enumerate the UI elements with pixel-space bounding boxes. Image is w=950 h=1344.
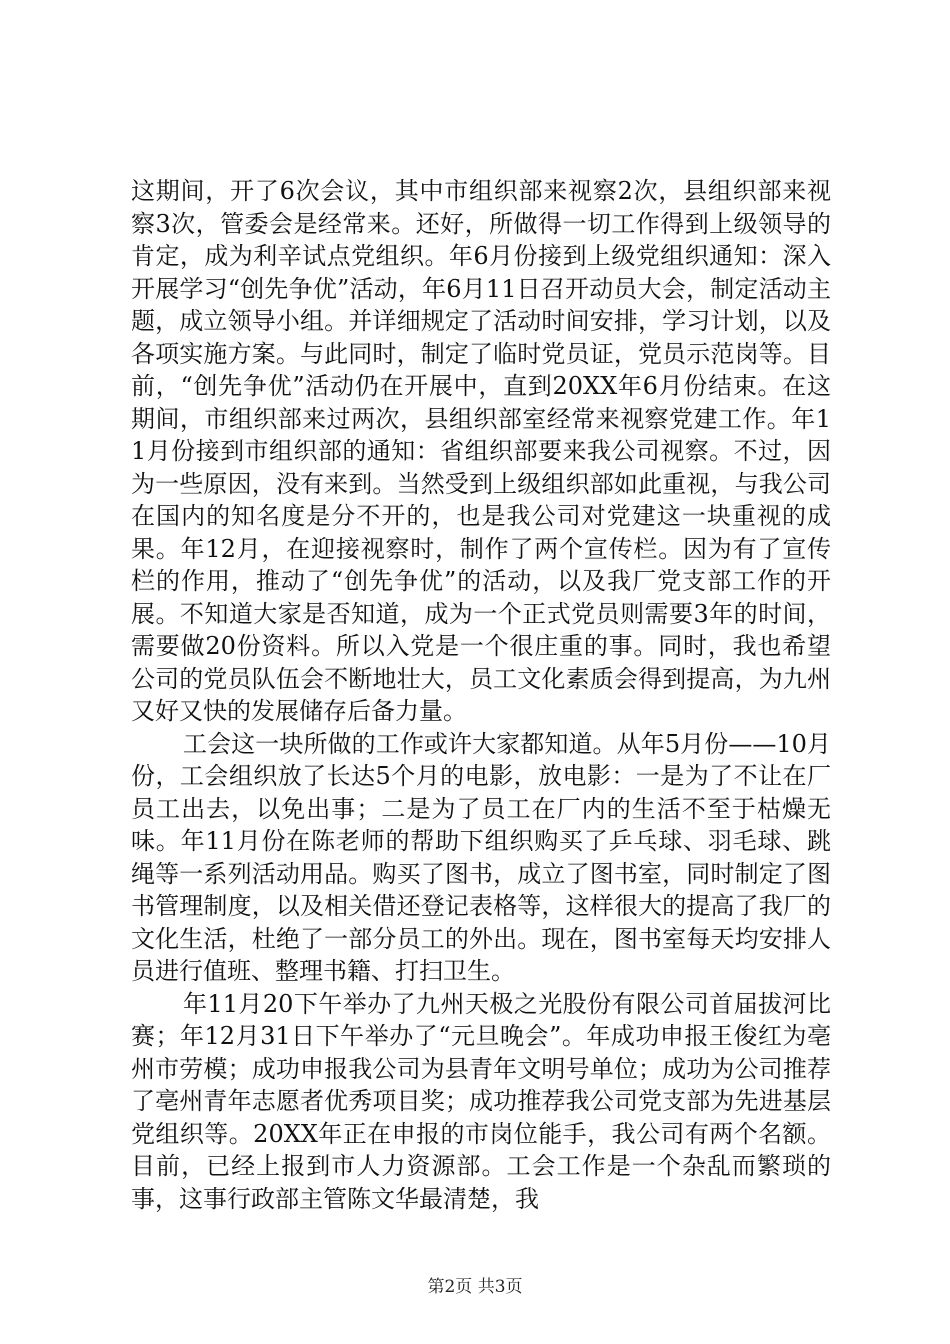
paragraph-union-work: 工会这一块所做的工作或许大家都知道。从年5月份——10月份，工会组织放了长达5个月的电影，放电影：一是为了不让在厂员工出去，以免出事；二是为了员工在厂内的生活不至于枯燥无味。年11月份在陈老师的帮助下组织购买了乒乓球、羽毛球、跳绳等一系列活动用品。购买了图书，成立了图书室，同时制定了图书管理制度，以及相关借还登记表格等，这样很大的提高了我厂的文化生活，杜绝了一部分员工的外出。现在，图书室每天均安排人员进行值班、整理书籍、打扫卫生。 [131, 729, 831, 985]
paragraph-events-awards: 年11月20下午举办了九州天极之光股份有限公司首届拔河比赛；年12月31日下午举办了“元旦晚会”。年成功申报王俊红为亳州市劳模；成功申报我公司为县青年文明号单位；成功为公司推荐了亳州青年志愿者优秀项目奖；成功推荐我公司党支部为先进基层党组织等。20XX年正在申报的市岗位能手，我公司有两个名额。目前，已经上报到市人力资源部。工会工作是一个杂乱而繁琐的事，这事行政部主管陈文华最清楚，我 [131, 989, 831, 1213]
paragraph-party-work: 这期间，开了6次会议，其中市组织部来视察2次，县组织部来视察3次，管委会是经常来。还好，所做得一切工作得到上级领导的肯定，成为利辛试点党组织。年6月份接到上级党组织通知：深入开展学习“创先争优”活动，年6月11日召开动员大会，制定活动主题，成立领导小组。并详细规定了活动时间安排，学习计划，以及各项实施方案。与此同时，制定了临时党员证，党员示范岗等。目前，“创先争优”活动仍在开展中，直到20XX年6月份结束。在这期间，市组织部来过两次，县组织部室经常来视察党建工作。年11月份接到市组织部的通知：省组织部要来我公司视察。不过，因为一些原因，没有来到。当然受到上级组织部如此重视，与我公司在国内的知名度是分不开的，也是我公司对党建这一块重视的成果。年12月，在迎接视察时，制作了两个宣传栏。因为有了宣传栏的作用，推动了“创先争优”的活动，以及我厂党支部工作的开展。不知道大家是否知道，成为一个正式党员则需要3年的时间，需要做20份资料。所以入党是一个很庄重的事。同时，我也希望公司的党员队伍会不断地壮大，员工文化素质会得到提高，为九州又好又快的发展储存后备力量。 [131, 177, 831, 725]
page-footer: 第2页 共3页 [427, 1277, 523, 1297]
document-body [131, 175, 831, 1215]
